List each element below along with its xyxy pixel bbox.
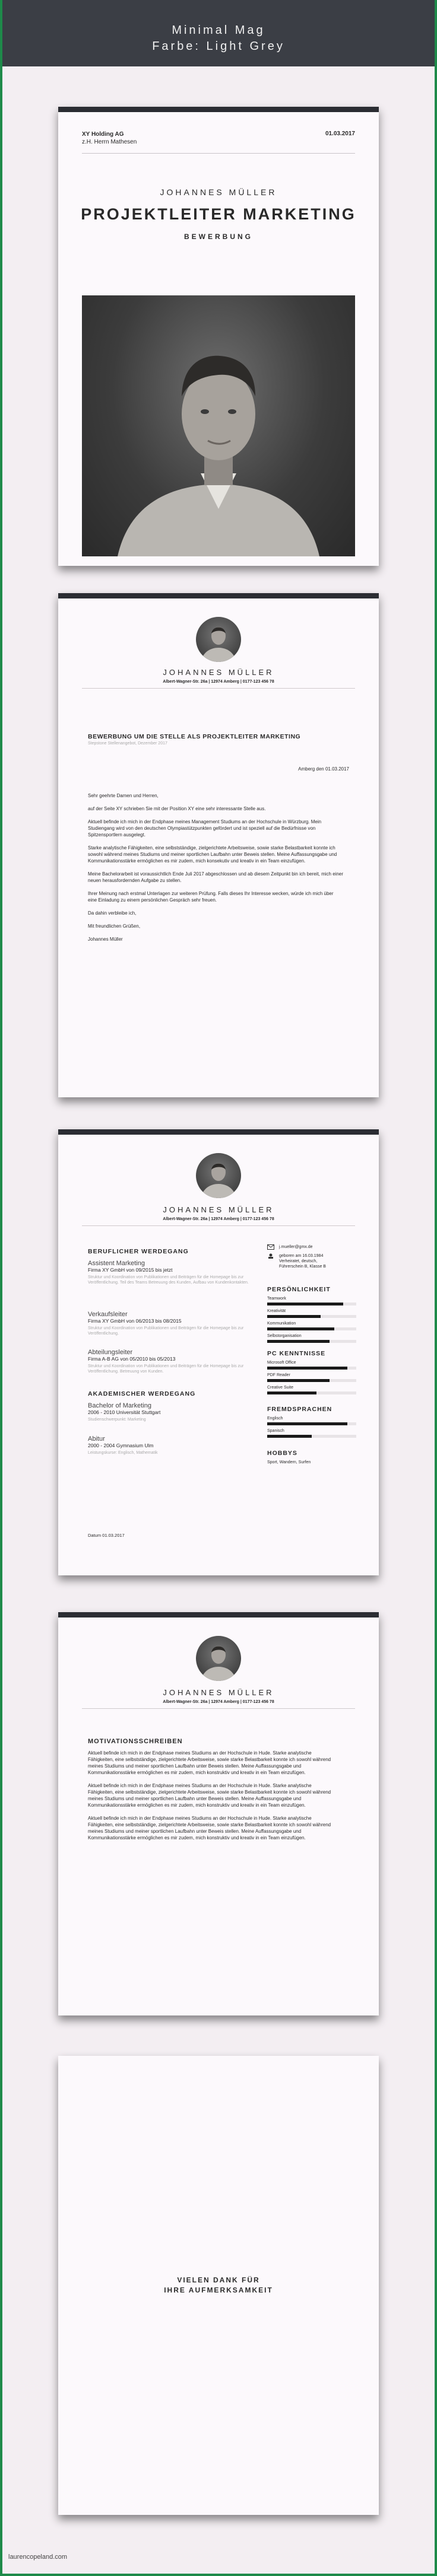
skill-item: [267, 1297, 356, 1305]
skill-name: Kommunikation: [267, 1322, 296, 1326]
skill-item: [267, 1309, 356, 1318]
contact-details: [267, 1244, 356, 1273]
work-title: Assistent Marketing: [88, 1260, 145, 1267]
hobbies-text: Sport, Wandern, Surfen: [267, 1460, 311, 1464]
drivers-license: Führerschein B, Klasse B: [279, 1265, 326, 1269]
skill-bar: [267, 1379, 356, 1382]
skill-item: [267, 1416, 356, 1425]
portrait-illustration: [82, 295, 355, 556]
letter-paragraph: auf der Seite XY schrieben Sie mit der Position XY eine sehr interessante Stelle aus.: [88, 806, 266, 811]
recipient-address: [82, 130, 137, 146]
recipient-company: XY Holding AG: [82, 131, 124, 138]
skill-name: Englisch: [267, 1416, 283, 1421]
email-text: j.mueller@gmx.de: [279, 1245, 313, 1249]
section-languages-heading: FREMDSPRACHEN: [267, 1406, 332, 1413]
education-entry: [88, 1402, 254, 1422]
cover-letter-page: [58, 593, 379, 1097]
education-title: Bachelor of Marketing: [88, 1402, 151, 1409]
letter-place-date: Amberg den 01.03.2017: [298, 766, 349, 772]
cv-page: [58, 1129, 379, 1575]
header-name: JOHANNES MÜLLER: [163, 1205, 274, 1214]
header-contact: Albert-Wagner-Str. 26a | 12974 Amberg | 0177-123 456 78: [163, 680, 274, 684]
work-entry: [88, 1260, 254, 1285]
portrait-photo: [82, 295, 355, 556]
work-title: Verkaufsleiter: [88, 1311, 128, 1318]
letter-paragraph: Meine Bachelorarbeit ist voraussichtlich Ende Juli 2017 abgeschlossen und ab diesem Zeitpunkt bin ich bereit, mich einer neuen herausfordernden Aufgabe zu stellen.: [88, 871, 344, 883]
skill-bar-fill: [267, 1340, 330, 1343]
personal-info-row: [267, 1253, 356, 1269]
skill-name: Teamwork: [267, 1297, 286, 1301]
skill-item: [267, 1361, 356, 1370]
skill-item: [267, 1373, 356, 1382]
work-entry: [88, 1311, 254, 1336]
skill-item: [267, 1322, 356, 1330]
motivation-paragraph: Aktuell befinde ich mich in der Endphase meines Studiums an der Hochschule in Hude. Starke analytische Fähigkeiten, eine selbstständige, zielgerichtete Arbeitsweise, sowie starke Belastbarkeit konnte ich sowohl während meines Studiums und meiner sportlichen Laufbahn unter Beweis stellen. Meine Auffassungsgabe und Kommunikationsstärke ermöglichen es mir zudem, mich konstruktiv und kreativ in ein Team einzufügen.: [88, 1783, 331, 1808]
birth-date: geboren am 16.03.1984: [279, 1254, 324, 1258]
letter-paragraph: Sehr geehrte Damen und Herren,: [88, 793, 159, 798]
skill-bar: [267, 1303, 356, 1305]
cover-page: [58, 107, 379, 566]
closing-page: [58, 2056, 379, 2515]
letter-paragraph: Johannes Müller: [88, 937, 123, 942]
avatar: [196, 1636, 241, 1681]
banner-title: Minimal Mag: [172, 24, 265, 37]
letter-paragraph: Starke analytische Fähigkeiten, eine selbstständige, zielgerichtete Arbeitsweise, sowie starke Belastbarkeit konnte ich sowohl während meines Studiums und meiner sportlichen Laufbahn unter Beweis stellen. Meine Auffassungsgabe und Kommunikationsstärke ermöglichen es mir zudem, mich konsekutiv und kreativ in ein Team einzufügen.: [88, 845, 337, 864]
skill-bar-fill: [267, 1367, 347, 1370]
skill-bar-fill: [267, 1327, 334, 1330]
skill-item: [267, 1334, 356, 1343]
page-top-bar: [58, 1129, 379, 1135]
motivation-paragraph: Aktuell befinde ich mich in der Endphase meines Studiums an der Hochschule in Hude. Starke analytische Fähigkeiten, eine selbstständige, zielgerichtete Arbeitsweise, sowie starke Belastbarkeit konnte ich sowohl während meines Studiums und meiner sportlichen Laufbahn unter Beweis stellen. Meine Auffassungsgabe und Kommunikationsstärke ermöglichen es mir zudem, mich konstruktiv und kreativ in ein Team einzufügen.: [88, 1816, 331, 1841]
work-company: Firma XY GmbH von 06/2013 bis 08/2015: [88, 1318, 182, 1324]
footer-credit: laurencopeland.com: [8, 2553, 68, 2561]
cv-signature-date: Datum 01.03.2017: [88, 1533, 125, 1538]
banner-subtitle: Farbe: Light Grey: [152, 40, 285, 53]
education-description: Leistungskurse: Englisch, Mathematik: [88, 1451, 158, 1455]
page-top-bar: [58, 107, 379, 112]
section-hobbies-heading: HOBBYS: [267, 1450, 297, 1457]
work-description: Struktur und Koordination von Publikationen und Beiträgen für die Homepage bis zur Veröffentlichung. Teil des Teams Betreuung des Kunden, Aufbau von Kundenkontakten.: [88, 1275, 249, 1285]
education-entry: [88, 1435, 254, 1456]
skill-bar-fill: [267, 1435, 312, 1438]
skill-item: [267, 1429, 356, 1438]
section-personality-heading: PERSÖNLICHKEIT: [267, 1286, 331, 1293]
header-contact: Albert-Wagner-Str. 26a | 12974 Amberg | 0177-123 456 78: [163, 1217, 274, 1221]
marital-status: Verheiratet, deutsch,: [279, 1259, 318, 1263]
motivation-body: [88, 1750, 337, 1848]
divider: [82, 1708, 355, 1709]
divider: [82, 688, 355, 689]
closing-message: [58, 2275, 379, 2295]
cover-label: BEWERBUNG: [184, 233, 253, 241]
pc-skills: [267, 1361, 356, 1398]
education-institution: 2000 - 2004 Gymnasium Ulm: [88, 1443, 154, 1448]
cover-date: 01.03.2017: [325, 130, 355, 137]
work-company: Firma XY GmbH von 09/2015 bis jetzt: [88, 1267, 173, 1273]
language-skills: [267, 1416, 356, 1441]
education-title: Abitur: [88, 1435, 105, 1443]
letter-subject: BEWERBUNG UM DIE STELLE ALS PROJEKTLEITER MARKETING: [88, 733, 301, 740]
section-pc-heading: PC KENNTNISSE: [267, 1350, 326, 1357]
skill-item: [267, 1386, 356, 1394]
mail-icon: [267, 1244, 274, 1250]
motivation-page: [58, 1612, 379, 2015]
skill-bar-fill: [267, 1422, 347, 1425]
header-name: JOHANNES MÜLLER: [163, 1688, 274, 1697]
skill-name: Spanisch: [267, 1429, 284, 1433]
motivation-title: MOTIVATIONSSCHREIBEN: [88, 1738, 183, 1745]
page-top-bar: [58, 1612, 379, 1617]
skill-bar: [267, 1367, 356, 1370]
skill-bar-fill: [267, 1303, 343, 1305]
letter-reference: Stepstone Stellenangebot, Dezember 2017: [88, 741, 167, 746]
cover-title: PROJEKTLEITER MARKETING: [81, 205, 356, 223]
skill-bar: [267, 1435, 356, 1438]
banner: [0, 0, 437, 66]
page-top-bar: [58, 593, 379, 598]
letter-paragraph: Mit freundlichen Grüßen,: [88, 924, 141, 929]
divider: [82, 1225, 355, 1226]
education-description: Studienschwerpunkt: Marketing: [88, 1418, 146, 1422]
skill-name: Selbstorganisation: [267, 1334, 302, 1338]
skill-bar-fill: [267, 1379, 330, 1382]
header-contact: Albert-Wagner-Str. 26a | 12974 Amberg | 0177-123 456 78: [163, 1700, 274, 1704]
skill-bar: [267, 1340, 356, 1343]
divider: [82, 153, 355, 154]
avatar: [196, 617, 241, 662]
person-icon: [267, 1253, 274, 1259]
avatar: [196, 1153, 241, 1198]
skill-name: Creative Suite: [267, 1386, 293, 1390]
cover-name: JOHANNES MÜLLER: [160, 187, 277, 197]
work-description: Struktur und Koordination von Publikationen und Beiträgen für die Homepage bis zur Veröffentlichung.: [88, 1326, 244, 1336]
skill-bar: [267, 1327, 356, 1330]
motivation-paragraph: Aktuell befinde ich mich in der Endphase meines Studiums an der Hochschule in Hude. Starke analytische Fähigkeiten, eine selbstständige, zielgerichtete Arbeitsweise, sowie starke Belastbarkeit konnte ich sowohl während meines Studiums und meiner sportlichen Laufbahn unter Beweis stellen. Meine Auffassungsgabe und Kommunikationsstärke ermöglichen es mir zudem, mich konstruktiv und kreativ in ein Team einzufügen.: [88, 1750, 331, 1775]
letter-paragraph: Da dahin verbleibe ich,: [88, 910, 137, 916]
skill-bar: [267, 1422, 356, 1425]
work-description: Struktur und Koordination von Publikationen und Beiträgen für die Homepage bis zur Veröffentlichung. Betreuung von Kunden.: [88, 1364, 244, 1374]
skill-bar-fill: [267, 1392, 316, 1394]
closing-line-1: VIELEN DANK FÜR: [177, 2276, 260, 2284]
email-row: [267, 1244, 356, 1250]
work-company: Firma A-B AG von 05/2010 bis 05/2013: [88, 1356, 176, 1362]
letter-paragraph: Aktuell befinde ich mich in der Endphase meines Management Studiums an der Hochschule in Würzburg. Mein Studiengang wird von den deutschen Olympiastützpunkten gefördert und ist speziell auf die Bedürfnisse von Spitzensportlern ausgelegt.: [88, 819, 322, 838]
skill-bar-fill: [267, 1315, 321, 1318]
skill-name: Microsoft Office: [267, 1361, 296, 1365]
section-education-heading: AKADEMISCHER WERDEGANG: [88, 1390, 196, 1397]
recipient-contact: z.H. Herrn Mathesen: [82, 139, 137, 145]
work-title: Abteilungsleiter: [88, 1349, 133, 1356]
letter-body: [88, 792, 343, 949]
letter-paragraph: Ihrer Meinung nach erstmal Unterlagen zur weiteren Prüfung. Falls dieses Ihr Interesse wecken, würde ich mich über eine Einladung zu einem persönlichen Gespräch sehr freuen.: [88, 891, 334, 903]
header-name: JOHANNES MÜLLER: [163, 668, 274, 677]
skill-bar: [267, 1315, 356, 1318]
closing-line-2: IHRE AUFMERKSAMKEIT: [164, 2286, 273, 2294]
education-institution: 2006 - 2010 Universität Stuttgart: [88, 1409, 161, 1415]
personality-skills: [267, 1297, 356, 1346]
skill-name: Kreativität: [267, 1309, 286, 1313]
section-work-heading: BERUFLICHER WERDEGANG: [88, 1248, 189, 1255]
work-entry: [88, 1349, 254, 1374]
skill-bar: [267, 1392, 356, 1394]
skill-name: PDF Reader: [267, 1373, 290, 1377]
